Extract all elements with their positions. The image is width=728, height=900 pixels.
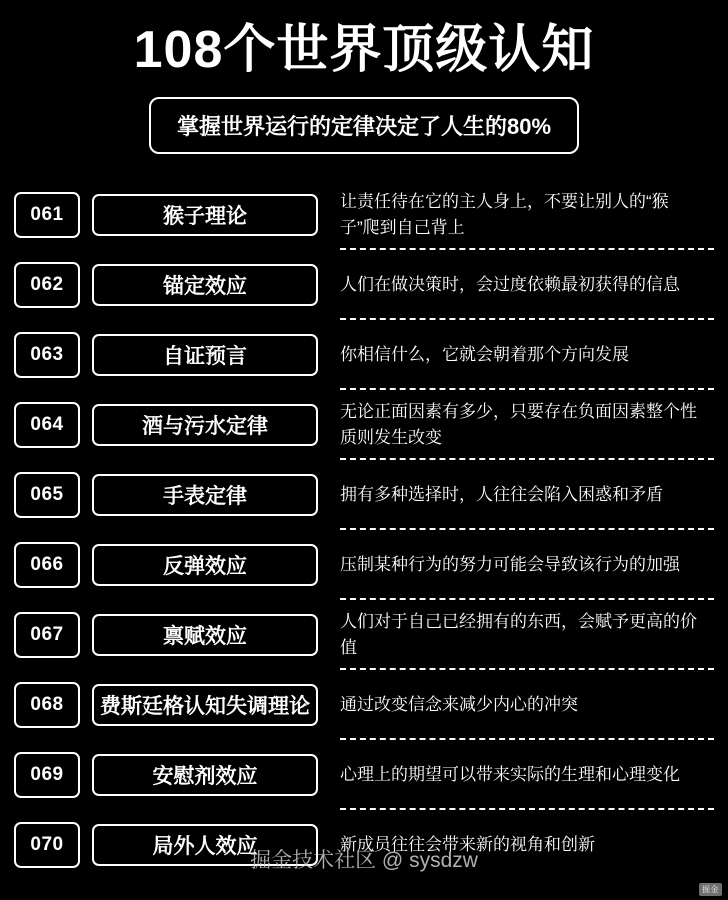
item-description: 无论正面因素有多少，只要存在负面因素整个性质则发生改变 — [340, 401, 697, 448]
item-description: 新成员往往会带来新的视角和创新 — [340, 835, 595, 855]
item-name: 费斯廷格认知失调理论 — [92, 684, 318, 726]
item-description-cell — [340, 670, 714, 740]
item-number: 069 — [14, 752, 80, 798]
item-name: 反弹效应 — [92, 544, 318, 586]
item-number: 066 — [14, 542, 80, 588]
item-description-cell — [340, 180, 714, 250]
item-number: 063 — [14, 332, 80, 378]
page-subtitle: 掌握世界运行的定律决定了人生的80% — [149, 97, 579, 154]
page-title: 108个世界顶级认知 — [133, 21, 595, 79]
list-item — [14, 670, 714, 740]
list-item — [14, 250, 714, 320]
item-description-cell — [340, 530, 714, 600]
item-description-cell — [340, 390, 714, 460]
item-name: 手表定律 — [92, 474, 318, 516]
item-name: 猴子理论 — [92, 194, 318, 236]
item-description-cell — [340, 810, 714, 880]
list-item — [14, 320, 714, 390]
item-description: 人们在做决策时，会过度依赖最初获得的信息 — [340, 275, 680, 295]
list-item — [14, 460, 714, 530]
item-description-cell — [340, 320, 714, 390]
item-name: 锚定效应 — [92, 264, 318, 306]
item-name: 局外人效应 — [92, 824, 318, 866]
subtitle-container — [0, 97, 728, 154]
item-description: 你相信什么，它就会朝着那个方向发展 — [340, 345, 629, 365]
item-description: 人们对于自己已经拥有的东西，会赋予更高的价值 — [340, 611, 697, 658]
item-description: 拥有多种选择时，人往往会陷入困惑和矛盾 — [340, 485, 663, 505]
item-description: 压制某种行为的努力可能会导致该行为的加强 — [340, 555, 680, 575]
item-number: 062 — [14, 262, 80, 308]
item-number: 065 — [14, 472, 80, 518]
item-number: 064 — [14, 402, 80, 448]
item-name: 禀赋效应 — [92, 614, 318, 656]
item-description: 让责任待在它的主人身上，不要让别人的“猴子”爬到自己背上 — [340, 191, 669, 238]
item-description: 心理上的期望可以带来实际的生理和心理变化 — [340, 765, 680, 785]
list-item — [14, 530, 714, 600]
item-number: 061 — [14, 192, 80, 238]
watermark: 掘金技术社区 @ sysdzw — [250, 849, 478, 872]
item-description-cell — [340, 250, 714, 320]
item-name: 酒与污水定律 — [92, 404, 318, 446]
item-name: 自证预言 — [92, 334, 318, 376]
item-description-cell — [340, 740, 714, 810]
item-description-cell — [340, 600, 714, 670]
item-number: 067 — [14, 612, 80, 658]
item-number: 068 — [14, 682, 80, 728]
item-name: 安慰剂效应 — [92, 754, 318, 796]
list-item — [14, 740, 714, 810]
item-description: 通过改变信念来减少内心的冲突 — [340, 695, 578, 715]
list-item — [14, 180, 714, 250]
concept-list — [0, 180, 728, 880]
item-number: 070 — [14, 822, 80, 868]
corner-badge: 掘金 — [699, 883, 722, 896]
list-item — [14, 600, 714, 670]
item-description-cell — [340, 460, 714, 530]
list-item — [14, 810, 714, 880]
list-item — [14, 390, 714, 460]
